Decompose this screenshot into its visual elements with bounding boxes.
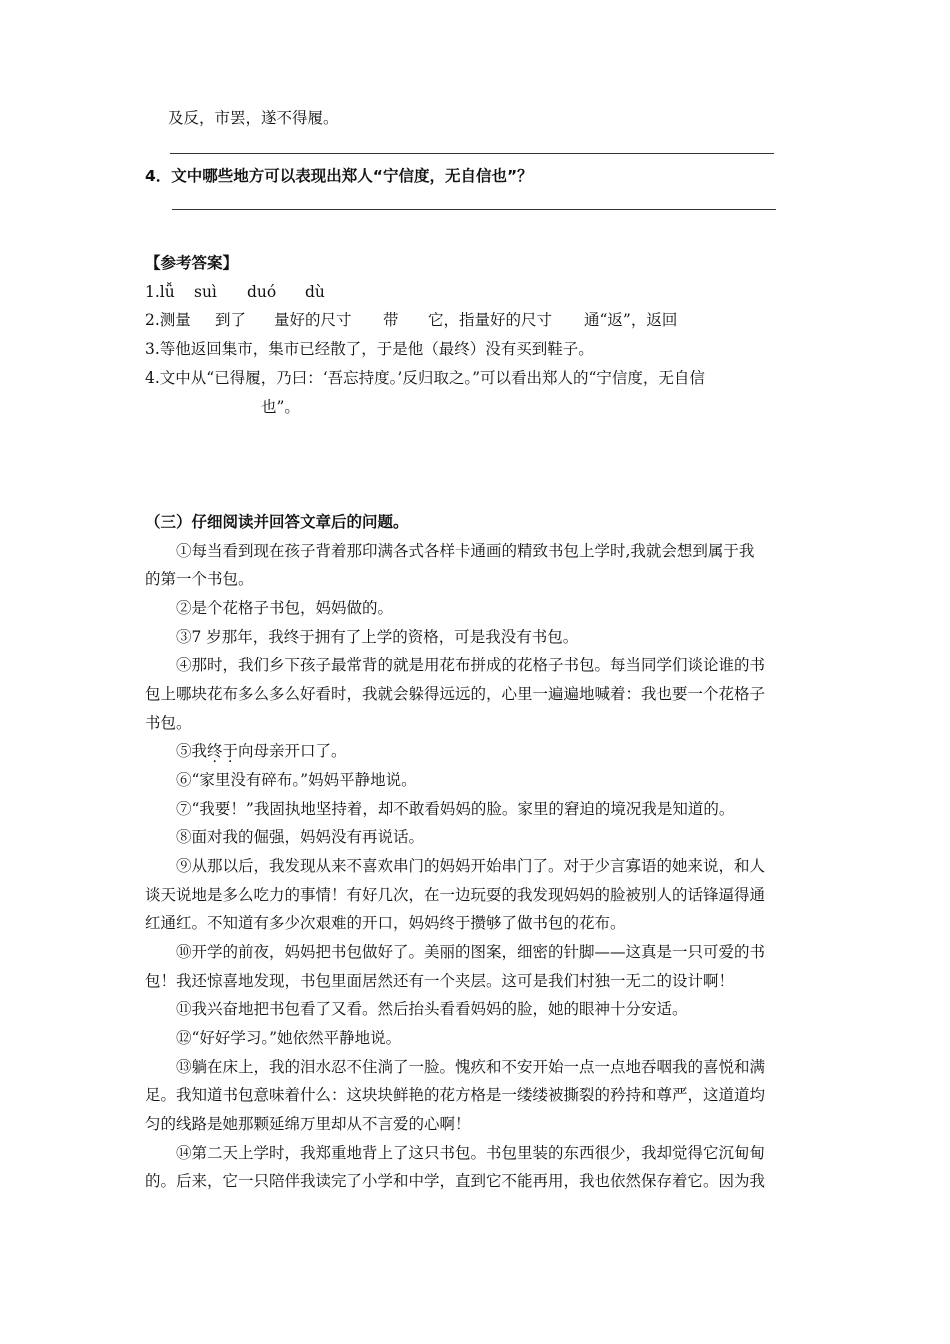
passage-line: 的。后来，它一只陪伴我读完了小学和中学，直到它不能再用，我也依然保存着它。因为我	[145, 1172, 766, 1190]
answer-2-item: 2.测量	[145, 311, 191, 329]
emphasis-char: 于	[222, 742, 239, 760]
page-top-text: 及反，市罢，遂不得履。	[168, 109, 339, 127]
answer-4-line-1: 4.文中从“已得履，乃曰：‘吾忘持度。’反归取之。”可以看出郑人的“宁信度，无自信	[145, 369, 705, 387]
section-3-heading: （三）仔细阅读并回答文章后的问题。	[145, 513, 409, 531]
passage-line: 包上哪块花布多么多么好看时，我就会躲得远远的，心里一遍遍地喊着：我也要一个花格子	[145, 685, 766, 703]
answers-heading: 【参考答案】	[145, 254, 239, 272]
passage-line: ①每当看到现在孩子背着那印满各式各样卡通画的精致书包上学时,我就会想到属于我	[176, 542, 755, 560]
passage-line: 的第一个书包。	[145, 570, 254, 588]
passage-line: ⑦“我要！”我固执地坚持着，却不敢看妈妈的脸。家里的窘迫的境况我是知道的。	[176, 800, 735, 818]
answer-2-item: 通“返”，返回	[584, 311, 678, 329]
passage-line: 书包。	[145, 714, 192, 732]
passage-line: ⑨从那以后，我发现从来不喜欢串门的妈妈开始串门了。对于少言寡语的她来说，和人	[176, 857, 766, 875]
answer-4-line-2: 也”。	[261, 398, 300, 416]
passage-line: ⑪我兴奋地把书包看了又看。然后抬头看看妈妈的脸，她的眼神十分安适。	[176, 1000, 688, 1018]
passage-line: ③7 岁那年，我终于拥有了上学的资格，可是我没有书包。	[176, 628, 579, 646]
answer-blank-line[interactable]	[170, 153, 774, 154]
answer-2-item: 量好的尺寸	[274, 311, 352, 329]
passage-line: ⑬躺在床上，我的泪水忍不住淌了一脸。愧疚和不安开始一点一点地吞咽我的喜悦和满	[176, 1058, 766, 1076]
passage-line: ⑫“好好学习。”她依然平静地说。	[176, 1029, 402, 1047]
answer-1-item: duó	[247, 283, 277, 301]
passage-line: 包！我还惊喜地发现，书包里面居然还有一个夹层。这可是我们村独一无二的设计啊！	[145, 972, 735, 990]
passage-text: ⑤我	[176, 742, 208, 760]
passage-line: 谈天说地是多么吃力的事情！有好几次，在一边玩耍的我发现妈妈的脸被别人的话锋逼得通	[145, 886, 766, 904]
answer-2-item: 它，指量好的尺寸	[428, 311, 553, 329]
passage-line: ⑧面对我的倔强，妈妈没有再说话。	[176, 828, 425, 846]
passage-line: ②是个花格子书包，妈妈做的。	[176, 599, 394, 617]
emphasis-char: 终	[207, 742, 223, 760]
passage-line-5	[176, 741, 347, 761]
answer-1-item: dù	[305, 283, 325, 301]
answer-2-item: 带	[383, 311, 399, 329]
answer-1-item: suì	[194, 283, 217, 301]
question-4: 4．文中哪些地方可以表现出郑人“宁信度，无自信也”？	[145, 167, 533, 185]
answer-3: 3.等他返回集市，集市已经散了，于是他（最终）没有买到鞋子。	[145, 340, 594, 358]
passage-line: ⑭第二天上学时，我郑重地背上了这只书包。书包里装的东西很少，我却觉得它沉甸甸	[176, 1144, 766, 1162]
answer-1-item: 1.lǚ	[145, 283, 175, 301]
passage-line: ⑥“家里没有碎布。”妈妈平静地说。	[176, 771, 417, 789]
passage-line: 匀的线路是她那颗延绵万里却从不言爱的心啊！	[145, 1115, 471, 1133]
passage-line: ④那时，我们乡下孩子最常背的就是用花布拼成的花格子书包。每当同学们谈论谁的书	[176, 656, 766, 674]
answer-blank-line[interactable]	[172, 209, 776, 210]
answer-2-item: 到了	[215, 311, 247, 329]
passage-line: 红通红。不知道有多少次艰难的开口，妈妈终于攒够了做书包的花布。	[145, 914, 626, 932]
passage-line: 足。我知道书包意味着什么：这块块鲜艳的花方格是一缕缕被撕裂的矜持和尊严，这道道均	[145, 1086, 766, 1104]
passage-line: ⑩开学的前夜，妈妈把书包做好了。美丽的图案，细密的针脚——这真是一只可爱的书	[176, 943, 766, 961]
passage-text: 向母亲开口了。	[238, 742, 347, 760]
